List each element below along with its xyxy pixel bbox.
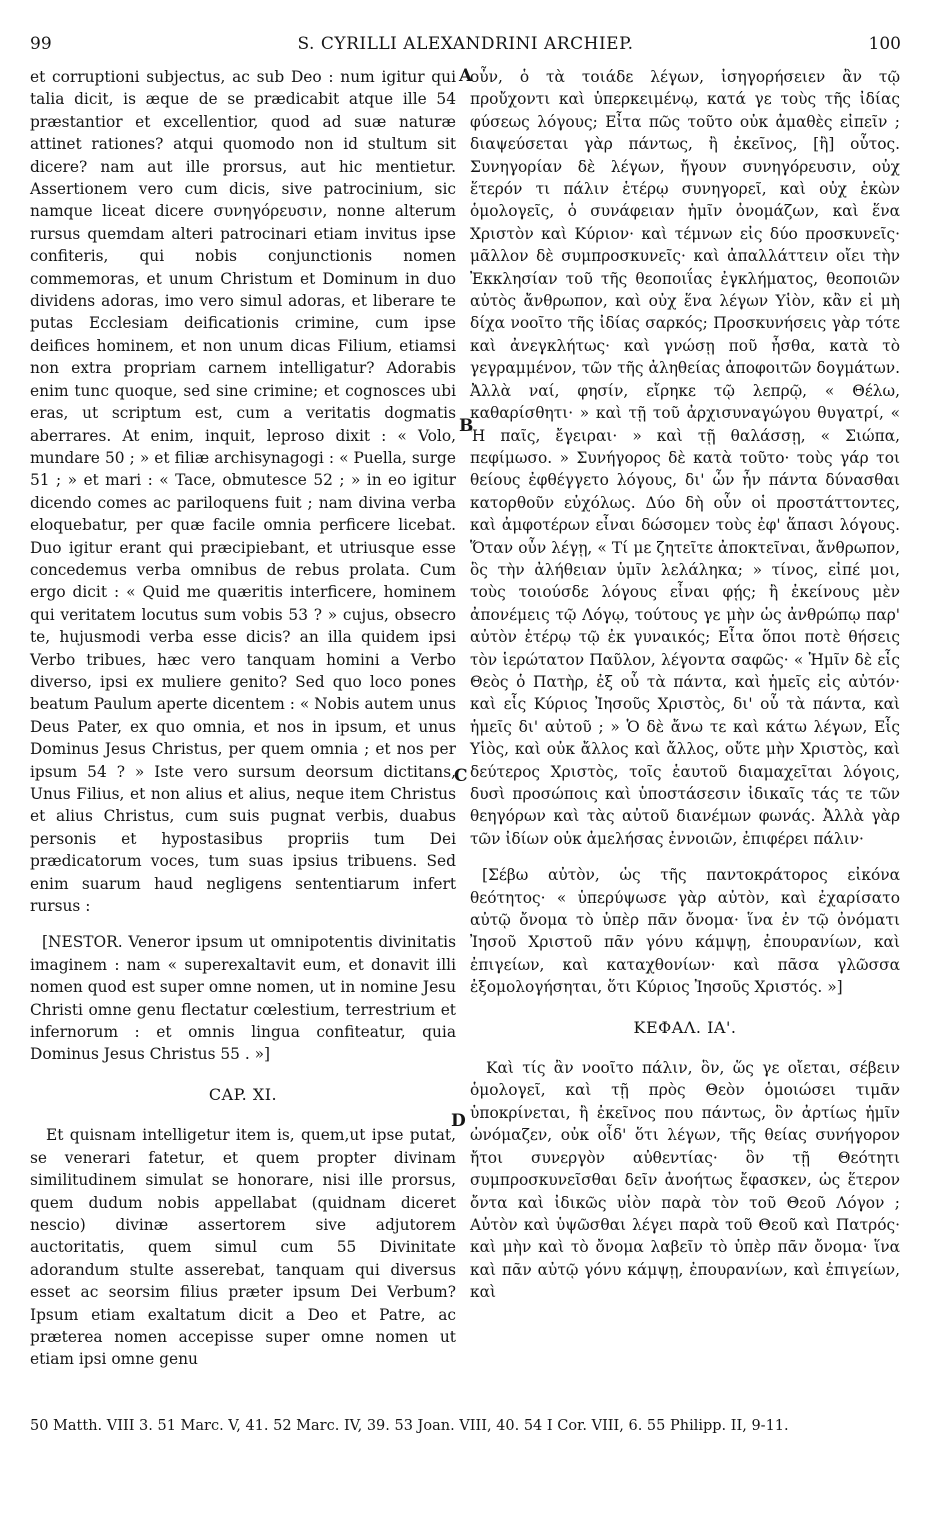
greek-paragraph: Καὶ τίς ἂν νοοῖτο πάλιν, ὃν, ὥς γε οἴεται, σέβειν ὁμολογεῖ, καὶ τῇ πρὸς Θεὸν ὁμοιώσει τιμᾶν ὑποκρίνεται, ἢ ἐκεῖνος που πάντως, ὃν ἀρτίως ἡμῖν ὠνόμαζεν, οὐκ οἶδ' ὅτι λέγων, τῆς θείας συνήγορον ἤτοι συνεργὸν αὐθεντίας· ὃν τῇ Θεότητι συμπροσκυνεῖσθαι δεῖν ἀνοήτως ἔφασκεν, ὡς ἕτερον ὄντα καὶ ἰδικῶς υἱὸν παρὰ τὸν τοῦ Θεοῦ Λόγον ; Αὐτὸν καὶ ὑψῶσθαι λέγει παρὰ τοῦ Θεοῦ καὶ Πατρός· καὶ μὴν καὶ τὸ ὄνομα λαβεῖν τὸ ὑπὲρ πᾶν ὄνομα· ἵνα καὶ πᾶν αὐτῷ γόνυ κάμψῃ, ἐπουρανίων, καὶ ἐπιγείων, καὶ (470, 1059, 900, 1302)
section-marker-d: D (451, 1111, 466, 1131)
latin-column (30, 66, 456, 1371)
running-title: S. CYRILLI ALEXANDRINI ARCHIEP. (297, 34, 634, 54)
latin-nestor-quote: [NESTOR. Veneror ipsum ut omnipotentis divinitatis imaginem : nam « superexaltavit eum, et donavit illi nomen quod est super omne nomen, ut in nomine Jesu Christi omne genu flectatur cœlestium, terrestrium et infernorum : et omnis lingua confiteatur, quia Dominus Jesus Christus 55 . »] (30, 933, 456, 1064)
latin-paragraph: Et quisnam intelligetur item is, quem,ut ipse putat, se venerari fatetur, et quem propter divinam similitudinem simulat se honorare, nisi ille prorsus, quem dudum nobis appellabat (quidnam diceret nescio) divinæ assertorem sive adjutorem auctoritatis, quem simul cum 55 Divinitate adorandum stulte asserebat, tanquam qui diversus esset ac seorsim filius præter ipsum Dei Verbum? Ipsum etiam exaltatum dicit a Deo et Patre, ac præterea nomen accepisse super omne nomen ut etiam ipsi omne genu (30, 1126, 456, 1369)
running-header (30, 34, 901, 64)
section-marker-c: C (454, 766, 468, 786)
greek-nestor-quote: [Σέβω αὐτὸν, ὡς τῆς παντοκράτορος εἰκόνα θεότητος· « ὑπερύψωσε γὰρ αὐτὸν, καὶ ἐχαρίσατο αὐτῷ ὄνομα τὸ ὑπὲρ πᾶν ὄνομα· ἵνα ἐν τῷ ὀνόματι Ἰησοῦ Χριστοῦ πᾶν γόνυ κάμψῃ, ἐπουρανίων, καὶ ἐπιγείων, καὶ καταχθονίων· καὶ πᾶσα γλῶσσα ἐξομολογήσηται, ὅτι Κύριος Ἰησοῦς Χριστός. »] (470, 866, 900, 997)
greek-paragraph: οὖν, ὁ τὰ τοιάδε λέγων, ἰσηγορήσειεν ἂν τῷ προὔχοντι καὶ ὑπερκειμένῳ, κατά γε τοὺς τῆς ἰδίας φύσεως λόγους; Εἶτα πῶς τοῦτο οὐκ ἀμαθὲς εἰπεῖν ; διαψεύσεται γὰρ πάντως, ἢ ἐκεῖνος, [ἢ] οὗτος. Συνηγορίαν δὲ λέγων, ἤγουν συνηγόρευσιν, οὐχ ἕτερόν τι πάλιν ἑτέρῳ συνηγορεῖ, καὶ οὐχ ἑκὼν ὁμολογεῖς, ὁ συνάφειαν ἡμῖν ὀνομάζων, καὶ ἕνα Χριστὸν καὶ Κύριον· καὶ τέμνων εἰς δύο προσκυνεῖς· μᾶλλον δὲ συμπροσκυνεῖς· καὶ ἀπαλλάττειν οἴει τὴν Ἐκκλησίαν τοῦ τῆς θεοποιΐας ἐγκλήματος, θεοποιῶν αὐτὸς ἄνθρωπον, καὶ οὐχ ἕνα λέγων Υἱὸν, κἂν εἰ μὴ δίχα νοοῖτο τῆς ἰδίας σαρκός; Προσκυνήσεις γὰρ τότε καὶ ἀνεγκλήτως· καὶ γνώσῃ ποῦ ἦσθα, κατὰ τὸ γεγραμμένον, τῶν τῆς ἀληθείας ἀποφοιτῶν δογμάτων. Ἀλλὰ ναί, φησίν, εἴρηκε τῷ λεπρῷ, « Θέλω, καθαρίσθητι· » καὶ τῇ τοῦ ἀρχισυναγώγου θυγατρί, « Ἡ παῖς, ἔγειραι· » καὶ τῇ θαλάσσῃ, « Σιώπα, πεφίμωσο. » Συνήγορος δὲ κατὰ τοῦτο· τοὺς γάρ τοι θείους ἐφθέγγετο λόγους, δι' ὧν ἦν πάντα δύνασθαι κατορθοῦν εὐχόλως. Δύο δὴ οὖν οἱ προστάττοντες, καὶ ἀμφοτέρων εἶναι δώσομεν τοὺς ἐφ' ἅπασι λόγους. Ὅταν οὖν λέγῃ, « Τί με ζητεῖτε ἀποκτεῖναι, ἄνθρωπον, ὃς τὴν ἀλήθειαν ὑμῖν λελάληκα; » τίνος, εἰπέ μοι, τοὺς τοιούσδε λόγους εἶναι φῄς; ἢ ἐκείνους μὲν ἀπονέμεις τῷ Λόγῳ, τούτους γε μὴν ὡς ἀνθρώπῳ παρ' αὐτὸν ἑτέρῳ τῷ ἐκ γυναικός; Εἶτα ὅποι ποτὲ θήσεις τὸν ἱερώτατον Παῦλον, λέγοντα σαφῶς· « Ἡμῖν δὲ εἷς Θεὸς ὁ Πατὴρ, ἐξ οὗ τὰ πάντα, καὶ ἡμεῖς εἰς αὐτόν· καὶ εἷς Κύριος Ἰησοῦς Χριστὸς, δι' οὗ τὰ πάντα, καὶ ἡμεῖς δι' αὐτοῦ ; » Ὁ δὲ ἄνω τε καὶ κάτω λέγων, Εἷς Υἱὸς, καὶ οὐκ ἄλλος καὶ ἄλλος, οὔτε μὴν Χριστὸς, καὶ δεύτερος Χριστὸς, τοῖς ἑαυτοῦ διαμαχεῖται λόγοις, δυσὶ προσώποις καὶ ὑποστάσεσιν ἰδικαῖς τάς τε τῶν θεηγόρων καὶ τὰς αὐτοῦ διανέμων φωνάς. Ἀλλὰ γὰρ τῶν ἰδίων οὐκ ἀμελήσας ἐννοιῶν, ἐπιφέρει πάλιν· (470, 68, 900, 848)
latin-paragraph: et corruptioni subjectus, ac sub Deo : num igitur qui talia dicit, is æque de se prædicabit atque ille 54 præstantior et excellentior, quod ad suæ naturæ attinet rationes? atqui quomodo non id stultum sit dicere? nam aut ille prorsus, aut hic mentietur. Assertionem vero cum dicis, sive patrocinium, sic namque liceat dicere συνηγόρευσιν, nonne alterum rursus quemdam alteri patrocinari etiam invitus ipse confiteris, qui nobis conjunctionis nomen commemoras, et unum Christum et Dominum in duo dividens adoras, imo vero simul adoras, et liberare te putas Ecclesiam deificationis crimine, cum ipse deifices hominem, et non unum dicas Filium, etiamsi non extra propriam carnem intelligatur? Adorabis enim tunc quoque, sed sine crimine; et cognosces ubi eras, ut scriptum est, cum a veritatis dogmatis aberrares. At enim, inquit, leproso dixit : « Volo, mundare 50 ; » et filiæ archisynagogi : « Puella, surge 51 ; » et mari : « Tace, obmutesce 52 ; » in eo igitur dicendo comes ac pariloquens fuit ; nam divina verba eloquebatur, per quæ facile omnia perficere licebat. Duo igitur erant qui præcipiebant, et utriusque esse concedemus verba omnibus de rebus prolata. Cum ergo dicit : « Quid me quæritis interficere, hominem qui veritatem locutus sum vobis 53 ? » cujus, obsecro te, hujusmodi verba esse dicis? an illa quidem ipsi Verbo tribues, hæc vero tanquam homini a Verbo diverso, ipsi ex muliere genito? Sed quo loco pones beatum Paulum aperte dicentem : « Nobis autem unus Deus Pater, ex quo omnia, et nos in ipsum, et unus Dominus Jesus Christus, per quem omnia ; et nos per ipsum 54 ? » Iste vero sursum deorsum dictitans, Unus Filius, et non alius et alius, neque item Christus et alius Christus, cum suis pugnat verbis, duabus personis et hypostasibus propriis tum Dei prædicatorum voces, tum suas ipsius tribuens. Sed enim suarum haud negligens sententiarum infert rursus : (30, 68, 456, 916)
section-marker-b: B (459, 416, 474, 436)
page-number-right: 100 (868, 34, 901, 54)
greek-column (470, 66, 900, 1304)
section-marker-a: A (459, 66, 473, 86)
page-number-left: 99 (30, 34, 52, 54)
latin-chapter-heading: CAP. XI. (208, 1084, 278, 1104)
greek-chapter-heading: ΚΕΦΑΛ. ΙΑ'. (633, 1017, 737, 1037)
footnotes: 50 Matth. VIII 3. 51 Marc. V, 41. 52 Marc. IV, 39. 53 Joan. VIII, 40. 54 I Cor. VIII, 6. 55 Philipp. II, 9-11. (30, 1418, 789, 1434)
